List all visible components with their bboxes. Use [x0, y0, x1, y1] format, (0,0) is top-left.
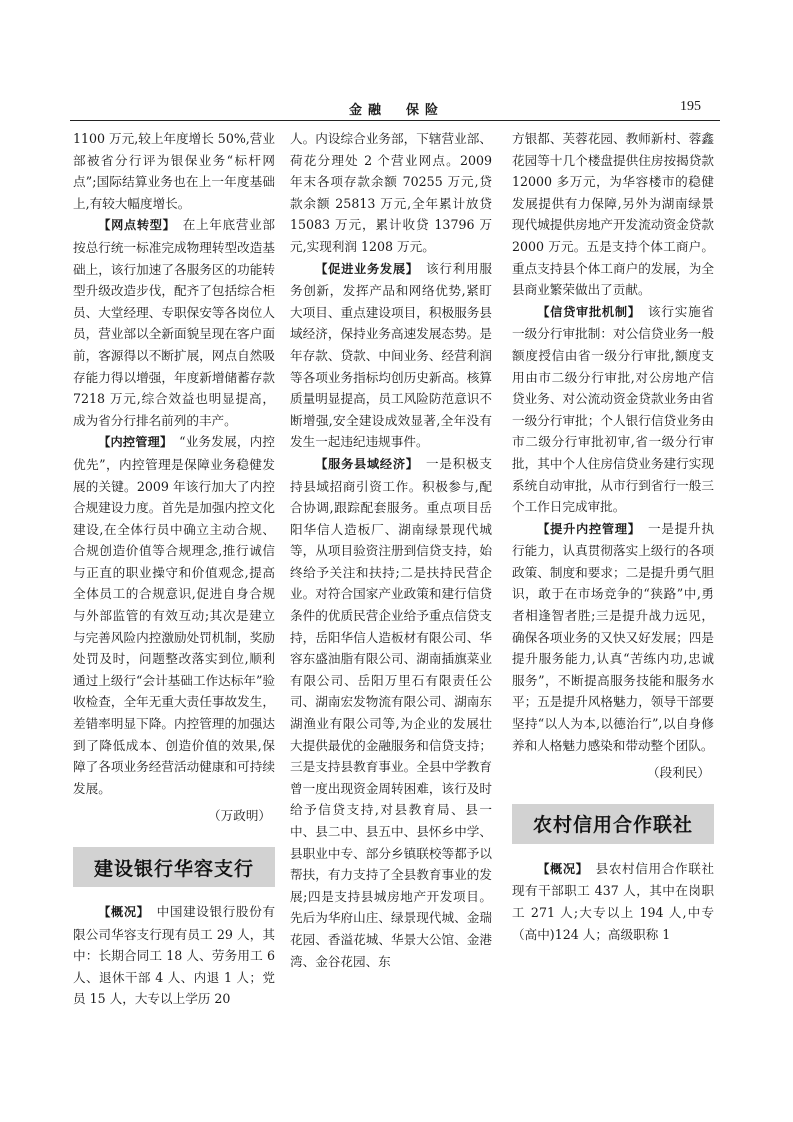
- paragraph-overview: [512, 858, 714, 945]
- column-3: [512, 128, 714, 945]
- paragraph-business-development: [290, 258, 492, 453]
- paragraph-overview: [73, 901, 275, 1010]
- paragraph: 1100 万元,较上年度增长 50%,营业部被省分行评为银保业务“标杆网点”;国际结算业务也在上一年度基础上,有较大幅度增长。: [73, 131, 275, 211]
- section-tag: 【概况】: [98, 905, 144, 919]
- paragraph: 人。内设综合业务部，下辖营业部、荷花分理处 2 个营业网点。2009 年末各项存款余额 70255 万元,贷款余额 25813 万元,全年累计放贷 15083 万元，累计收贷 13796 万元,实现利润 1208 万元。: [290, 131, 492, 254]
- section-tag: 【概况】: [537, 861, 583, 876]
- author-signature: （段利民）: [647, 765, 710, 781]
- paragraph-text: 一是提升执行能力，认真贯彻落实上级行的各项政策、制度和要求；二是提升勇气胆识，敢于在市场竞争的“狭路”中,勇者相逢智者胜;三是提升战力远见，确保各项业务的又快又好发展；四是提升服务能力,认真“苦练内功,忠诚服务”，不断提高服务技能和服务水平；五是提升风格魅力，领导干部要坚持“以人为本,以德治行”,以自身修养和人格魅力感染和带动整个团队。: [512, 520, 715, 753]
- paragraph-text: 在上年底营业部按总行统一标准完成物理转型改造基础上，该行加速了各服务区的功能转型升级改造步伐，配齐了包括综合柜员、大堂经理、专职保安等各岗位人员，营业部以全新面貌呈现在客户面前，客源得以不断扩展，网点自然吸存能力得以增强，年度新增储蓄存款 7218 万元,综合效益也明显提高，成为省分行排名前列的丰产。: [73, 217, 276, 428]
- section-tag: 【网点转型】: [98, 218, 170, 233]
- paragraph-text: “业务发展，内控优先”，内控管理是保障业务稳健发展的关键。2009 年该行加大了内控合规建设力度。首先是加强内控文化建设,在全体行员中确立主动合规、合规创造价值等合规理念,推行诚信与正直的职业操守和价值观念,提高全体员工的合规意识,促进自身合规与外部监管的有效互动;其次是建立与完善风险内控激励处罚机制，奖励处罚及时，问题整改落实到位,顺利通过上级行“会计基础工作达标年”验收检查，全年无重大责任事故发生，差错率明显下降。内控管理的加强达到了降低成本、创造价值的效果,保障了各项业务经营活动健康和可持续发展。: [73, 434, 275, 796]
- section-tag: 【服务县域经济】: [315, 456, 413, 471]
- author-signature: （万政明）: [208, 808, 271, 824]
- paragraph: 方银都、芙蓉花园、教师新村、蓉鑫花园等十几个楼盘提供住房按揭贷款 12000 多万元，为华容楼市的稳健发展提供有力保障,另外为湖南绿景现代城提供房地产开发流动资金贷款 2000 万元。五是支持个体工商户。重点支持县个体工商户的发展，为全县商业繁荣做出了贡献。: [512, 131, 714, 298]
- section-title-rural-credit: 农村信用合作联社: [512, 804, 714, 844]
- page-header-title: 金融 保险: [348, 103, 444, 118]
- section-title-ccb-huarong: 建设银行华容支行: [73, 847, 275, 887]
- section-tag: 【信贷审批机制】: [537, 304, 635, 319]
- paragraph-credit-approval: [512, 301, 714, 518]
- section-tag: 【内控管理】: [98, 435, 167, 450]
- page-number: 195: [680, 99, 701, 114]
- paragraph-improve-control: [512, 518, 714, 757]
- paragraph-internal-control: [73, 431, 275, 799]
- column-2: [290, 128, 492, 972]
- paragraph-text: 中国建设银行股份有限公司华容支行现有员工 29 人，其中：长期合同工 18 人、劳务用工 6 人、退休干部 4 人、内退 1 人；党员 15 人，大专以上学历 20: [73, 904, 276, 1007]
- section-tag: 【提升内控管理】: [537, 521, 635, 536]
- paragraph-county-economy: [290, 453, 492, 972]
- paragraph-text: 该行实施省一级分行审批制：对公信贷业务一般额度授信由省一级分行审批,额度支用由市二级分行审批,对公房地产信贷业务、对公流动资金贷款业务由省一级分行审批；个人银行信贷业务由市二级分行审批初审,省一级分行审批，其中个人住房信贷业务建行实现系统自动审批，从市行到省行一般三个工作日完成审批。: [512, 303, 715, 515]
- paragraph-text: 一是积极支持县域招商引资工作。积极参与,配合协调,跟踪配套服务。重点项目岳阳华信人造板厂、湖南绿景现代城等，从项目验资注册到信贷支持，始终给予关注和扶持;二是扶持民营企业。对符合国家产业政策和建行信贷条件的优质民营企业给予重点信贷支持，岳阳华信人造板材有限公司、华容东盛油脂有限公司、湖南插旗菜业有限公司、岳阳万里石有限责任公司、湖南宏发物流有限公司、湖南东湖渔业有限公司等,为企业的发展壮大提供最优的金融服务和信贷支持；三是支持县教育事业。全县中学教育曾一度出现资金周转困难，该行及时给予信贷支持,对县教育局、县一中、县二中、县五中、县怀乡中学、县职业中专、部分乡镇联校等都予以帮扶，有力支持了全县教育事业的发展;四是支持县城房地产开发项目。先后为华府山庄、绿景现代城、金瑞花园、香溢花城、华景大公馆、金港湾、金谷花园、东: [290, 455, 493, 969]
- column-1: [73, 128, 275, 1010]
- paragraph-text: 该行利用服务创新，发挥产品和网络优势,紧盯大项目、重点建设项目，积极服务县域经济，保持业务高速发展态势。是年存款、贷款、中间业务、经营利润等各项业务指标均创历史新高。核算质量明显提高，员工风险防范意识不断增强,安全建设成效显著,全年没有发生一起违纪违规事件。: [290, 260, 493, 450]
- section-tag: 【促进业务发展】: [315, 261, 413, 276]
- paragraph-text: 县农村信用合作联社现有干部职工 437 人，其中在岗职工 271 人;大专以上 194 人,中专（高中)124 人；高级职称 1: [512, 860, 715, 942]
- paragraph-network-transformation: [73, 214, 275, 431]
- header-rule: [70, 120, 720, 121]
